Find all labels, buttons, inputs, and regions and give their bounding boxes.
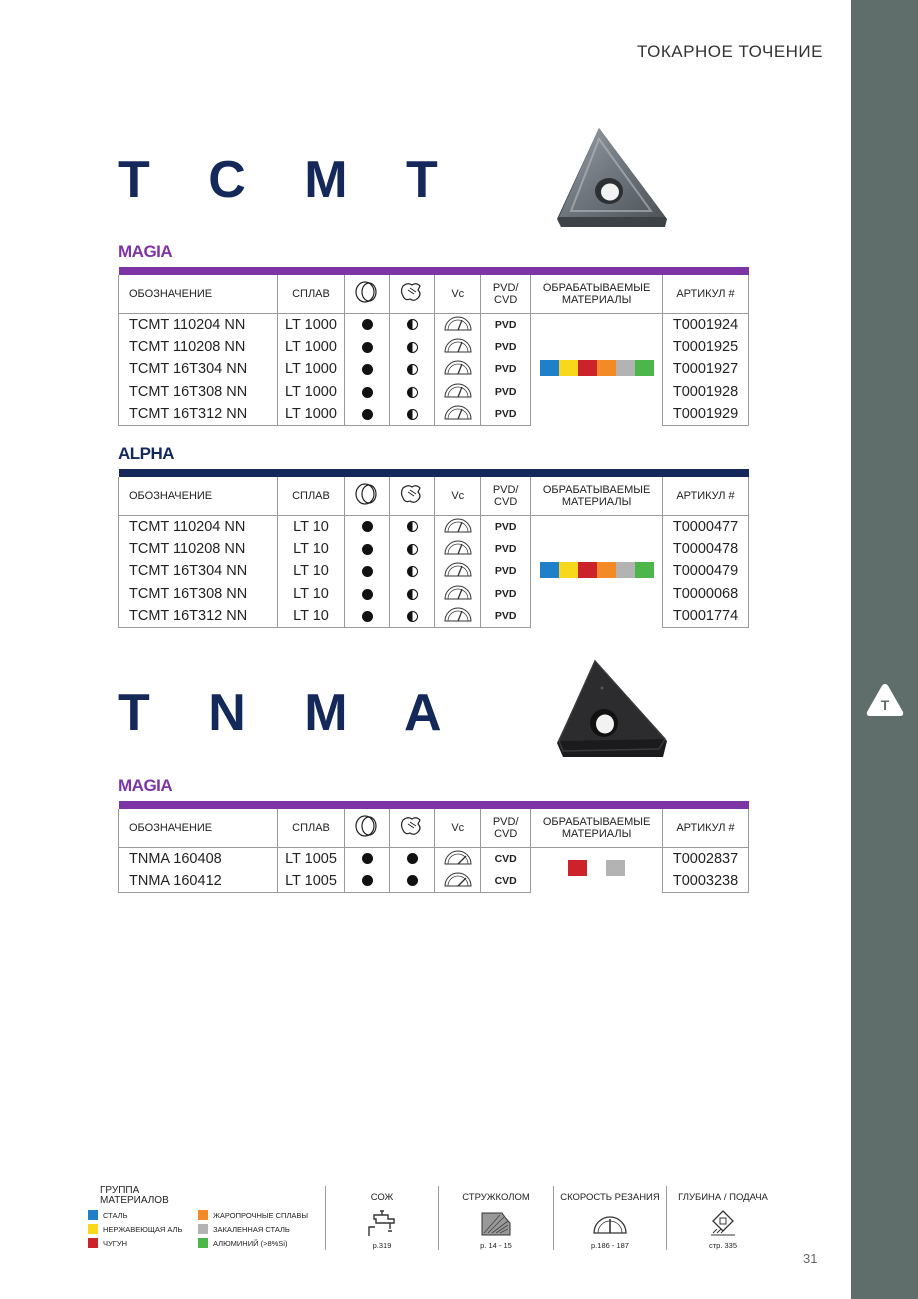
full-dot-icon [407,875,418,886]
legend-aluminium: АЛЮМИНИЙ (>8%Si) [198,1238,287,1248]
speed-gauge-icon [443,517,473,533]
full-dot-icon [362,387,373,398]
materials-cell [531,847,663,892]
materials-cell [531,515,663,628]
speed-gauge-icon [443,382,473,398]
half-dot-icon [407,566,418,577]
table-row: TCMT 110208 NN LT 10 PVD T0000478 [119,538,749,561]
half-dot-icon [407,364,418,375]
table-row: TCMT 16T312 NN LT 1000 PVD T0001929 [119,403,749,426]
speed-gauge-icon [443,849,473,865]
aluminium-swatch [635,360,654,376]
full-dot-icon [362,342,373,353]
legend-heat-resistant: ЖАРОПРОЧНЫЕ СПЛАВЫ [198,1210,308,1220]
chipbreaker-icon [398,814,426,838]
full-dot-icon [362,875,373,886]
steel-swatch [540,562,559,578]
half-dot-icon [407,342,418,353]
col-article: АРТИКУЛ # [663,809,749,847]
col-alloy: СПЛАВ [277,809,345,847]
full-dot-icon [362,544,373,555]
legend-chipbreaker: СТРУЖКОЛОМ p. 14 - 15 [462,1192,530,1250]
col-coolant [345,275,390,313]
brand-alpha-tcmt: ALPHA [118,444,175,463]
chipbreaker-icon [398,482,426,506]
section-tab-label: T [880,697,890,713]
speed-gauge-icon [443,359,473,375]
legend-cast-iron: ЧУГУН [88,1238,127,1248]
coolant-icon [353,814,381,838]
faucet-icon [366,1209,398,1237]
speed-gauge-icon [443,561,473,577]
full-dot-icon [362,589,373,600]
stainless-swatch [559,562,578,578]
col-materials: ОБРАБАТЫВАЕМЫЕ МАТЕРИАЛЫ [531,477,663,515]
coolant-icon [353,280,381,304]
table-row: TCMT 110208 NN LT 1000 PVD T0001925 [119,336,749,359]
legend-steel: СТАЛЬ [88,1210,128,1220]
half-dot-icon [407,589,418,600]
brand-magia-tnma: MAGIA [118,776,173,795]
speed-gauge-icon [443,584,473,600]
legend-depth: ГЛУБИНА / ПОДАЧА стр. 335 [678,1192,768,1250]
chipbreaker-icon [398,280,426,304]
table-row: TNMA 160412 LT 1005 CVD T0003238 [119,870,749,893]
full-dot-icon [362,521,373,532]
table-row: TCMT 16T308 NN LT 10 PVD T0000068 [119,583,749,606]
col-vc: Vc [435,477,481,515]
table-row: TCMT 16T308 NN LT 1000 PVD T0001928 [119,381,749,404]
col-chipbreaker [390,809,435,847]
col-materials: ОБРАБАТЫВАЕМЫЕ МАТЕРИАЛЫ [531,809,663,847]
tnma-insert-image [553,657,673,768]
legend-stainless: НЕРЖАВЕЮЩАЯ АЛЬ [88,1224,182,1234]
full-dot-icon [362,611,373,622]
speed-gauge-icon [443,871,473,887]
col-materials: ОБРАБАТЫВАЕМЫЕ МАТЕРИАЛЫ [531,275,663,313]
brand-magia-tcmt: MAGIA [118,242,173,261]
full-dot-icon [362,319,373,330]
steel-swatch [540,360,559,376]
col-designation: ОБОЗНАЧЕНИЕ [119,477,278,515]
full-dot-icon [362,853,373,864]
legend-speed: СКОРОСТЬ РЕЗАНИЯ p.186 - 187 [560,1192,660,1250]
speed-gauge-icon [443,337,473,353]
coolant-icon [353,482,381,506]
hardened-swatch [616,360,635,376]
half-dot-icon [407,409,418,420]
col-coating: PVD/ CVD [481,275,531,313]
col-coating: PVD/ CVD [481,809,531,847]
speed-gauge-legend-icon [591,1209,629,1237]
tcmt-magia-table [118,267,749,426]
speed-gauge-icon [443,539,473,555]
section-tab[interactable] [865,682,905,718]
tcmt-alpha-table [118,469,749,628]
full-dot-icon [362,364,373,375]
cast-iron-swatch [578,562,597,578]
col-alloy: СПЛАВ [277,477,345,515]
cast-iron-swatch [578,360,597,376]
col-article: АРТИКУЛ # [663,477,749,515]
col-article: АРТИКУЛ # [663,275,749,313]
hardened-swatch [606,860,625,876]
section-header: ТОКАРНОЕ ТОЧЕНИЕ [637,42,823,61]
heat-resistant-swatch [597,562,616,578]
aluminium-swatch [635,562,654,578]
full-dot-icon [407,853,418,864]
col-designation: ОБОЗНАЧЕНИЕ [119,275,278,313]
full-dot-icon [362,409,373,420]
tnma-title: T N M A [118,684,464,742]
tcmt-title: T C M T [118,151,460,209]
tnma-magia-table [118,801,749,893]
col-chipbreaker [390,275,435,313]
speed-gauge-icon [443,404,473,420]
speed-gauge-icon [443,606,473,622]
col-coolant [345,477,390,515]
side-band [851,0,918,1299]
full-dot-icon [362,566,373,577]
page-number: 31 [803,1251,818,1266]
half-dot-icon [407,544,418,555]
stainless-swatch [559,360,578,376]
half-dot-icon [407,319,418,330]
table-row: TCMT 16T304 NN LT 10 PVD T0000479 [119,560,749,583]
col-coating: PVD/ CVD [481,477,531,515]
half-dot-icon [407,611,418,622]
col-designation: ОБОЗНАЧЕНИЕ [119,809,278,847]
table-row: TNMA 160408 LT 1005 CVD T0002837 [119,847,749,870]
col-vc: Vc [435,275,481,313]
legend-coolant: СОЖ p.319 [346,1192,418,1250]
legend [88,1186,788,1252]
table-row: TCMT 16T312 NN LT 10 PVD T0001774 [119,605,749,628]
table-row: TCMT 16T304 NN LT 1000 PVD T0001927 [119,358,749,381]
col-coolant [345,809,390,847]
legend-hardened: ЗАКАЛЕННАЯ СТАЛЬ [198,1224,290,1234]
half-dot-icon [407,387,418,398]
chipbreaker-legend-icon [478,1209,514,1237]
cast-iron-swatch [568,860,587,876]
legend-title: ГРУППА МАТЕРИАЛОВ [100,1185,169,1206]
table-row: TCMT 110204 NN LT 1000 PVD T0001924 [119,313,749,336]
table-row: TCMT 110204 NN LT 10 PVD T0000477 [119,515,749,538]
hardened-swatch [616,562,635,578]
speed-gauge-icon [443,315,473,331]
tcmt-insert-image [553,125,671,236]
col-vc: Vc [435,809,481,847]
col-alloy: СПЛАВ [277,275,345,313]
heat-resistant-swatch [597,360,616,376]
depth-feed-icon [707,1209,739,1237]
col-chipbreaker [390,477,435,515]
half-dot-icon [407,521,418,532]
materials-cell [531,313,663,426]
